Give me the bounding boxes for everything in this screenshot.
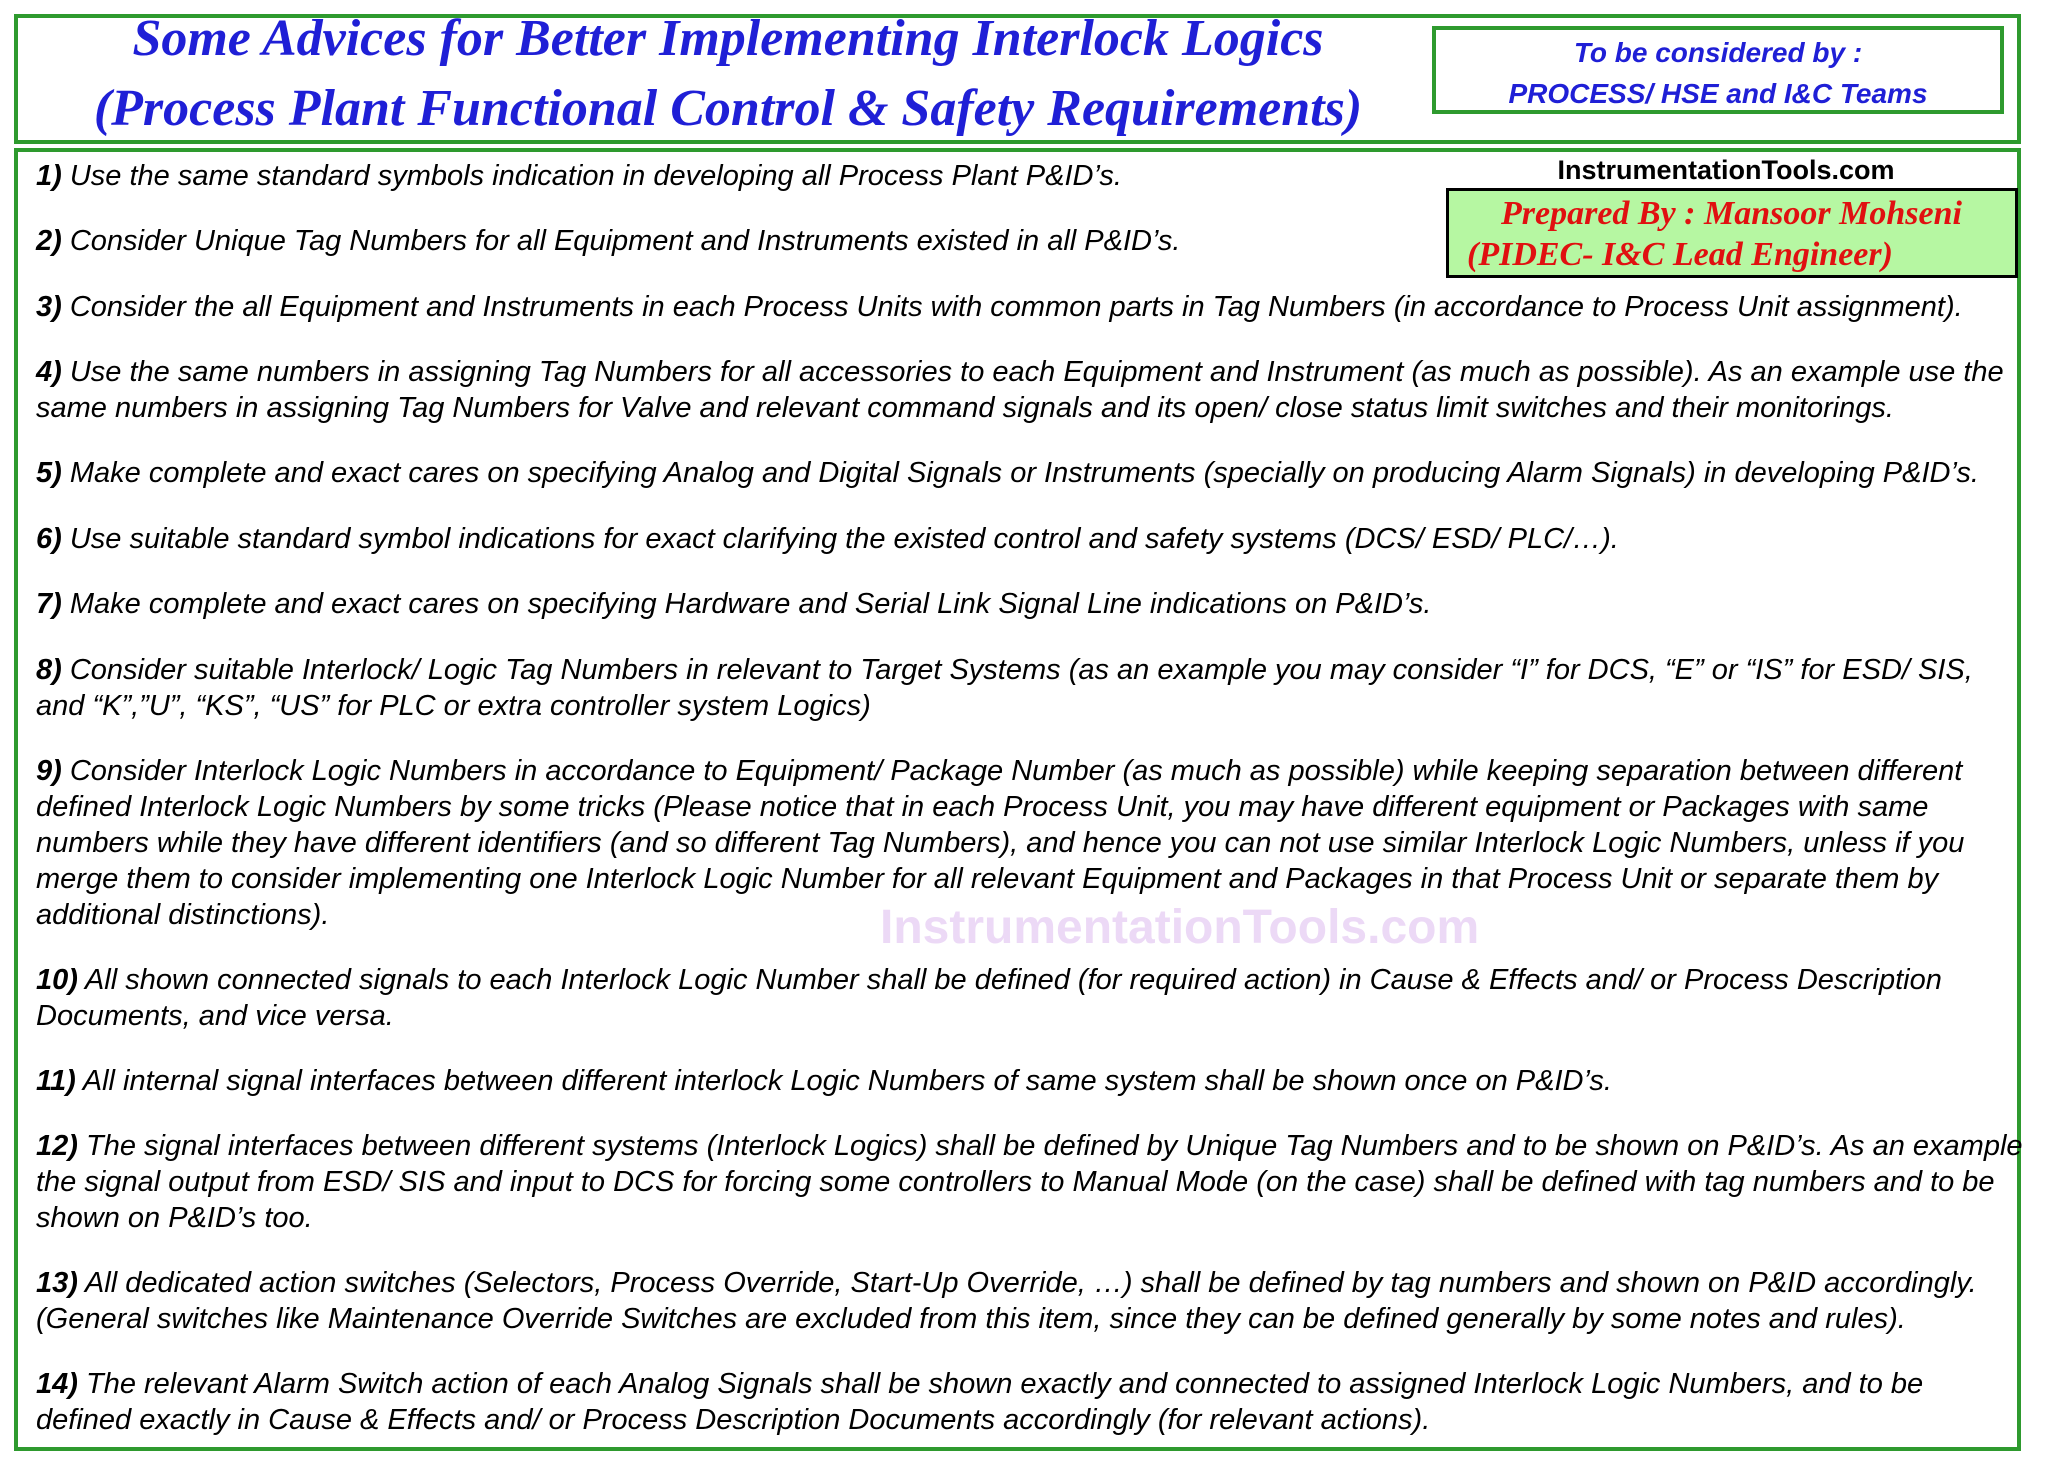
advice-item-3 xyxy=(36,289,2026,325)
considered-by-line-1: To be considered by : xyxy=(1573,37,1863,68)
item-number: 6) xyxy=(36,523,62,555)
item-text: Use the same standard symbols indication in developing all Process Plant P&ID’s. xyxy=(69,160,1122,192)
advice-item-10 xyxy=(36,962,2026,1034)
item-text: The relevant Alarm Switch action of each Analog Signals shall be shown exactly and connected to assigned Interlock Logic Numbers, and to be defined exactly in Cause & Effects and/ or Process Description Documents accordingly (for relevant actions). xyxy=(36,1368,1924,1436)
item-text: All shown connected signals to each Interlock Logic Number shall be defined (for required action) in Cause & Effects and/ or Process Description Documents, and vice versa. xyxy=(36,964,1942,1032)
item-text: Consider suitable Interlock/ Logic Tag Numbers in relevant to Target Systems (as an example you may consider “I” for DCS, “E” or “IS” for ESD/ SIS, and “K”,”U”, “KS”, “US” for PLC or extra controller system Logics) xyxy=(36,654,1973,722)
watermark: InstrumentationTools.com xyxy=(880,901,1480,954)
advice-item-13 xyxy=(36,1265,2026,1337)
prepared-by-line-2: (PIDEC- I&C Lead Engineer) xyxy=(1467,236,1893,273)
item-number: 10) xyxy=(36,964,78,996)
advice-item-14 xyxy=(36,1366,2026,1438)
advice-item-7 xyxy=(36,586,2026,622)
considered-by-line-2: PROCESS/ HSE and I&C Teams xyxy=(1508,78,1928,109)
item-text: Consider Unique Tag Numbers for all Equipment and Instruments existed in all P&ID’s. xyxy=(69,225,1181,257)
title-line-1: Some Advices for Better Implementing Interlock Logics xyxy=(132,10,1324,67)
advice-item-4 xyxy=(36,354,2026,426)
advice-item-5 xyxy=(36,455,2026,491)
item-number: 13) xyxy=(36,1267,78,1299)
item-text: Consider the all Equipment and Instruments in each Process Units with common parts in Tag Numbers (in accordance to Process Unit assignment). xyxy=(69,291,1963,323)
item-text: Use suitable standard symbol indications for exact clarifying the existed control and safety systems (DCS/ ESD/ PLC/…). xyxy=(69,523,1619,555)
item-number: 1) xyxy=(36,160,62,192)
item-number: 2) xyxy=(36,225,62,257)
considered-by-box xyxy=(1432,26,2004,114)
prepared-by-line-1: Prepared By : Mansoor Mohseni xyxy=(1501,195,1962,232)
title-line-2: (Process Plant Functional Control & Safety Requirements) xyxy=(93,80,1363,137)
item-number: 8) xyxy=(36,654,62,686)
item-text: All internal signal interfaces between different interlock Logic Numbers of same system shall be shown once on P&ID’s. xyxy=(82,1065,1612,1097)
advice-item-1 xyxy=(36,158,2026,194)
advice-item-12 xyxy=(36,1128,2026,1236)
item-number: 11) xyxy=(36,1065,76,1097)
prepared-by-box xyxy=(1446,188,2018,278)
item-number: 12) xyxy=(36,1130,78,1162)
advice-item-6 xyxy=(36,521,2026,557)
item-number: 3) xyxy=(36,291,62,323)
item-number: 14) xyxy=(36,1368,78,1400)
advice-item-2 xyxy=(36,223,1436,259)
item-text: Consider Interlock Logic Numbers in accordance to Equipment/ Package Number (as much as possible) while keeping separation between different defined Interlock Logic Numbers by some tricks (Please notice that in each Process Unit, you may have different equipment or Packages with same numbers while they have different identifiers (and so different Tag Numbers), and hence you can not use similar Interlock Logic Numbers, unless if you merge them to consider implementing one Interlock Logic Number for all relevant Equipment and Packages in that Process Unit or separate them by additional distinctions). xyxy=(36,755,1965,931)
item-text: The signal interfaces between different systems (Interlock Logics) shall be defined by Unique Tag Numbers and to be shown on P&ID’s. As an example the signal output from ESD/ SIS and input to DCS for forcing some controllers to Manual Mode (on the case) shall be defined with tag numbers and to be shown on P&ID’s too. xyxy=(36,1130,2023,1234)
item-number: 7) xyxy=(36,588,62,620)
advice-item-11 xyxy=(36,1063,2026,1099)
item-text: Use the same numbers in assigning Tag Numbers for all accessories to each Equipment and Instrument (as much as possible). As an example use the same numbers in assigning Tag Numbers for Valve and relevant command signals and its open/ close status limit switches and their monitorings. xyxy=(36,356,2004,424)
item-number: 9) xyxy=(36,755,62,787)
item-text: All dedicated action switches (Selectors, Process Override, Start-Up Override, …) shall be defined by tag numbers and shown on P&ID accordingly. (General switches like Maintenance Override Switches are excluded from this item, since they can be defined generally by some notes and rules). xyxy=(36,1267,1977,1335)
item-number: 5) xyxy=(36,457,62,489)
advice-item-9 xyxy=(36,753,2026,933)
item-text: Make complete and exact cares on specifying Hardware and Serial Link Signal Line indications on P&ID’s. xyxy=(69,588,1432,620)
advice-item-8 xyxy=(36,652,2026,724)
item-number: 4) xyxy=(36,356,62,388)
site-name: InstrumentationTools.com xyxy=(1557,155,1895,185)
page-title xyxy=(18,4,1438,144)
item-text: Make complete and exact cares on specifying Analog and Digital Signals or Instruments (specially on producing Alarm Signals) in developing P&ID’s. xyxy=(69,457,1979,489)
